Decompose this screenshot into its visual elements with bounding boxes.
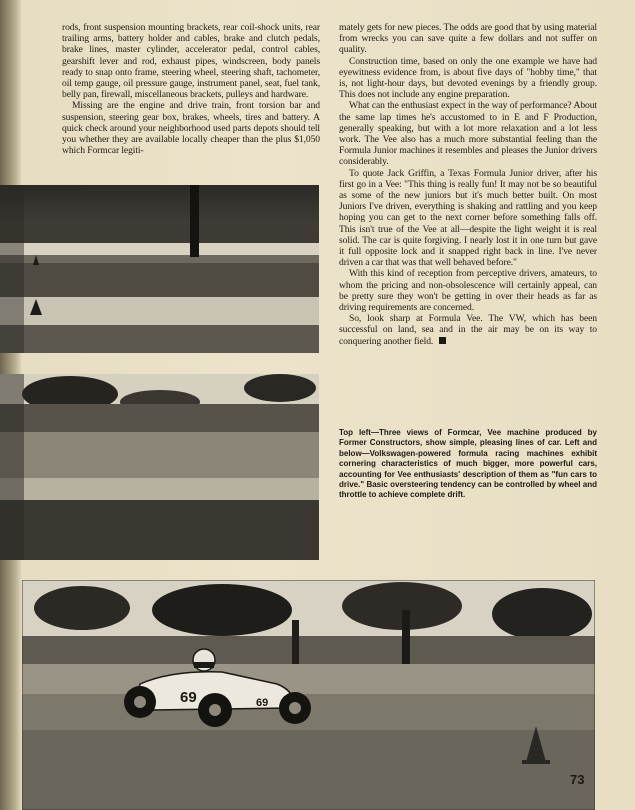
- end-of-article-mark: [439, 337, 446, 344]
- page-number: 73: [570, 772, 585, 787]
- article-right-column: [339, 22, 597, 347]
- article-left-column: [62, 22, 320, 156]
- article-paragraph: mately gets for new pieces. The odds are good that by using material from wrecks you can save quite a few dollars and not suffer on quality.: [339, 22, 597, 56]
- car-number-side: 69: [180, 689, 197, 706]
- car-number-tail: 69: [256, 697, 269, 709]
- article-paragraph: With this kind of reception from perceptive drivers, amateurs, to whom the pricing and non-obsolescence will certainly appeal, can be pretty sure they won't be getting in over their heads as far as driving requirements are concerned.: [339, 268, 597, 314]
- article-paragraph: To quote Jack Griffin, a Texas Formula Junior driver, after his first go in a Vee: "This thing is really fun! It may not be so beautiful as some of the new juniors but it's much better built. On most Juniors I've driven, everything is shaking and rattling and you keep hoping you can get to the next corner before something falls off. This isn't true of the Vee at all—despite the light weight it is real solid. The car is quite forgiving. I nearly lost it in one turn but gave it full opposite lock and it snapped right back in line. I've never driven a car that was that well behaved before.": [339, 167, 597, 269]
- article-paragraph: Construction time, based on only the one example we have had eyewitness evidence from, is about five days of "hobby time," that is, not light-hour days, but devoted evenings by a friendly group. This does not include any engine preparation.: [339, 55, 597, 101]
- photo-track-cones: [0, 185, 319, 353]
- photo-caption: Top left—Three views of Formcar, Vee machine produced by Former Constructors, show simple, pleasing lines of car. Left and below—Volkswagen-powered formula racing machines exhibit cornering characteristics of much bigger, more powerful cars, accounting for Vee enthusiasts' description of them as "fun cars to drive." Basic oversteering tendency can be controlled by wheel and throttle to achieve complete drift.: [339, 428, 597, 500]
- photo-race-car: [22, 580, 595, 810]
- article-paragraph-final: [339, 313, 597, 347]
- article-paragraph: rods, front suspension mounting brackets, rear coil-shock units, rear trailing arms, battery holder and cables, brake and clutch pedals, brake lines, master cylinder, accelerator pedal, control cables, gearshift lever and rod, exhaust pipes, windscreen, body panels ready to snap onto frame, steering wheel, steering shaft, tachometer, oil temp gauge, oil pressure gauge, instrument panel, seat, fuel tank, belly pan, firewall, miscellaneous brackets, pulleys and hardware.: [62, 22, 320, 101]
- article-paragraph: Missing are the engine and drive train, front torsion bar and suspension, steering gear box, brakes, wheels, tires and battery. A quick check around your neighborhood used parts depots should tell you whether they are available locally cheaper than the plus $1,050 which Formcar legiti-: [62, 100, 320, 157]
- final-paragraph-text: So, look sharp at Formula Vee. The VW, which has been successful on land, sea and in the air may be on its way to conquering another field.: [339, 313, 597, 347]
- article-paragraph: What can the enthusiast expect in the way of performance? About the same lap times he's accustomed to in E and F Production, generally speaking, but with a lot more relaxation and a lot less work. The Vee also has a much more substantial feeling than the Formula Junior machines it resembles and pleases the Junior drivers considerably.: [339, 100, 597, 168]
- photo-field-trees: [0, 374, 319, 560]
